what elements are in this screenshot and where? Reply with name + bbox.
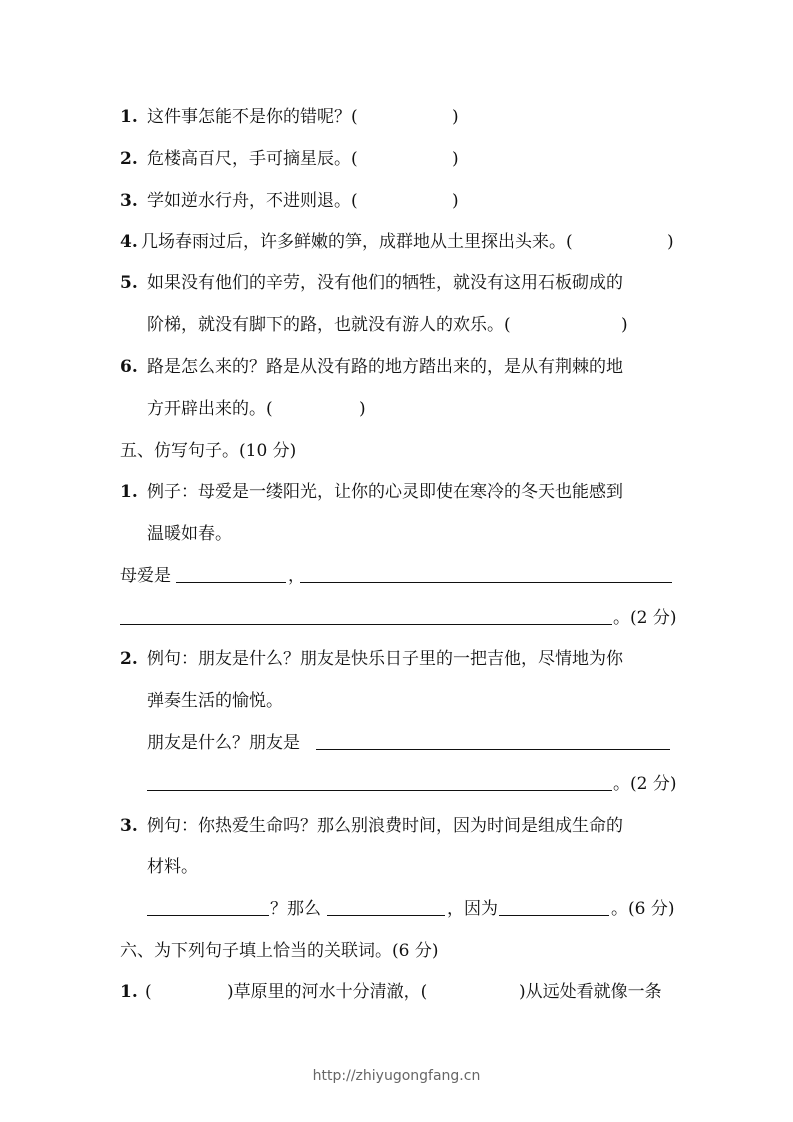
example-text: 例子：母爱是一缕阳光，让你的心灵即使在寒冷的冬天也能感到 (147, 482, 623, 502)
section-5-title (0, 437, 793, 465)
example-text: 例句：朋友是什么？朋友是快乐日子里的一把吉他，尽情地为你 (147, 649, 623, 669)
item-text-cont: 阶梯，就没有脚下的路，也就没有游人的欢乐。( (147, 315, 511, 335)
item-text: 路是怎么来的？路是从没有路的地方踏出来的，是从有荆棘的地 (147, 357, 623, 377)
item-number: 1. (120, 982, 138, 1002)
score-note: 。(6 分) (611, 899, 675, 919)
item-text: 几场春雨过后，许多鲜嫩的笋，成群地从土里探出头来。( (141, 232, 573, 252)
s5-item-2-answer (0, 729, 793, 757)
item-number: 3. (120, 816, 138, 836)
answer-mid-2: ，因为 (447, 899, 498, 919)
example-text-cont: 弹奏生活的愉悦。 (147, 691, 283, 711)
q4-item-3 (0, 187, 793, 215)
answer-blank[interactable] (120, 604, 612, 625)
item-number: 3. (120, 191, 138, 211)
item-number: 2. (120, 149, 138, 169)
answer-mid-1: ？那么 (270, 899, 321, 919)
answer-paren-open: ( (145, 982, 152, 1002)
answer-comma: ， (288, 566, 305, 586)
s5-item-1-cont (0, 520, 793, 548)
answer-paren-close: ) (359, 399, 366, 419)
item-number: 6. (120, 357, 138, 377)
q4-item-5-cont (0, 311, 793, 339)
s5-item-3-cont (0, 853, 793, 881)
item-text: )草原里的河水十分清澈，( (227, 982, 428, 1002)
item-number: 4. (120, 232, 138, 252)
score-note: 。(2 分) (613, 774, 677, 794)
answer-blank[interactable] (176, 562, 286, 583)
answer-blank[interactable] (327, 895, 445, 916)
s5-item-1-answer-cont (0, 604, 793, 632)
answer-blank[interactable] (300, 562, 672, 583)
q4-item-5 (0, 269, 793, 297)
section-6-title (0, 937, 793, 965)
q4-item-6-cont (0, 395, 793, 423)
item-text: 这件事怎能不是你的错呢？( (147, 107, 358, 127)
answer-paren-close: ) (452, 149, 459, 169)
answer-paren-close: ) (667, 232, 674, 252)
answer-blank[interactable] (147, 895, 269, 916)
footer-url[interactable]: http://zhiyugongfang.cn (312, 1068, 481, 1084)
answer-paren-close: ) (621, 315, 628, 335)
item-text-cont: 方开辟出来的。( (147, 399, 273, 419)
answer-paren-close: ) (452, 107, 459, 127)
item-text-cont: )从远处看就像一条 (519, 982, 662, 1002)
item-text: 学如逆水行舟，不进则退。( (147, 191, 358, 211)
s5-item-3 (0, 812, 793, 840)
section-title: 六、为下列句子填上恰当的关联词。(6 分) (120, 941, 439, 961)
s5-item-1 (0, 478, 793, 506)
example-text-cont: 温暖如春。 (147, 524, 232, 544)
section-title: 五、仿写句子。(10 分) (120, 441, 297, 461)
q4-item-2 (0, 145, 793, 173)
item-number: 1. (120, 482, 138, 502)
answer-blank[interactable] (147, 770, 612, 791)
answer-prefix: 朋友是什么？朋友是 (147, 733, 300, 753)
item-number: 1. (120, 107, 138, 127)
q4-item-1 (0, 103, 793, 131)
s5-item-1-answer (0, 562, 793, 590)
s5-item-2-cont (0, 687, 793, 715)
answer-paren-close: ) (452, 191, 459, 211)
item-text: 如果没有他们的辛劳，没有他们的牺牲，就没有这用石板砌成的 (147, 273, 623, 293)
s6-item-1 (0, 978, 793, 1006)
item-text: 危楼高百尺，手可摘星辰。( (147, 149, 358, 169)
item-number: 5. (120, 273, 138, 293)
s5-item-2 (0, 645, 793, 673)
item-number: 2. (120, 649, 138, 669)
q4-item-4 (0, 228, 793, 256)
score-note: 。(2 分) (613, 608, 677, 628)
answer-blank[interactable] (499, 895, 609, 916)
s5-item-2-answer-cont (0, 770, 793, 798)
example-text: 例句：你热爱生命吗？那么别浪费时间，因为时间是组成生命的 (147, 816, 623, 836)
s5-item-3-answer (0, 895, 793, 923)
q4-item-6 (0, 353, 793, 381)
answer-blank[interactable] (316, 729, 670, 750)
example-text-cont: 材料。 (147, 857, 198, 877)
answer-prefix: 母爱是 (120, 566, 171, 586)
